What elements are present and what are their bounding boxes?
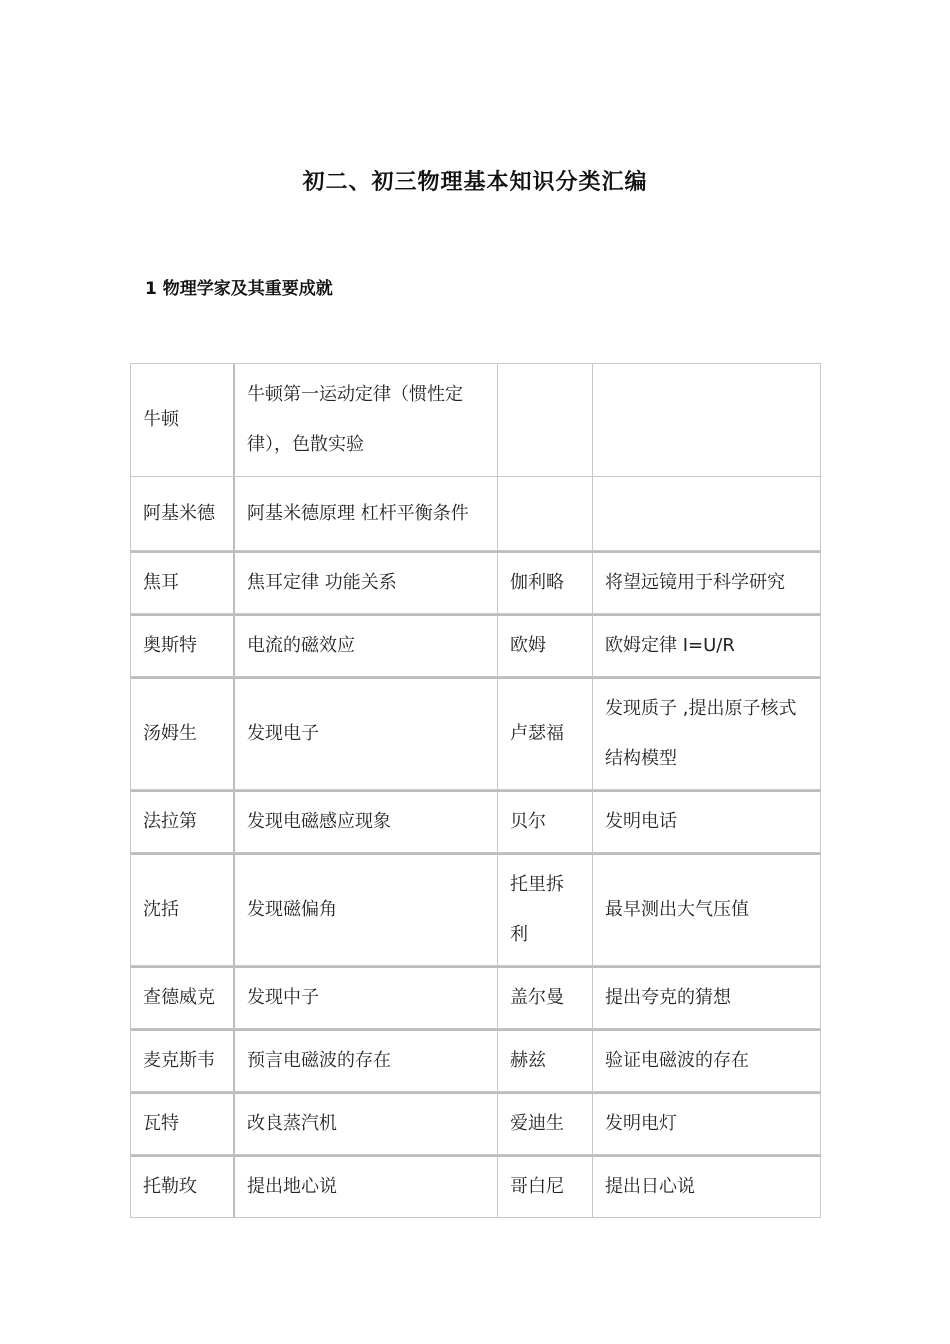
- physicists-table: [130, 363, 821, 1218]
- achievement-cell: 验证电磁波的存在: [593, 1031, 821, 1092]
- scientist-name-cell: [498, 477, 593, 551]
- achievement-cell: 发现电子: [235, 679, 498, 790]
- achievement-cell: 发明电话: [593, 792, 821, 853]
- achievement-cell: 电流的磁效应: [235, 616, 498, 677]
- achievement-cell: 发现电磁感应现象: [235, 792, 498, 853]
- scientist-name-cell: 伽利略: [498, 553, 593, 614]
- scientist-name-cell: 贝尔: [498, 792, 593, 853]
- achievement-cell: 提出地心说: [235, 1157, 498, 1218]
- scientist-name-cell: 赫兹: [498, 1031, 593, 1092]
- achievement-cell: 欧姆定律 I=U/R: [593, 616, 821, 677]
- scientist-name-cell: 托里拆利: [498, 855, 593, 966]
- achievement-cell: 提出日心说: [593, 1157, 821, 1218]
- table-row: [131, 477, 821, 551]
- table-row: [131, 364, 821, 477]
- scientist-name-cell: 瓦特: [131, 1094, 235, 1155]
- scientist-name-cell: 牛顿: [131, 364, 235, 477]
- achievement-cell: 最早测出大气压值: [593, 855, 821, 966]
- section-heading: 1 物理学家及其重要成就: [145, 279, 333, 299]
- achievement-cell: 提出夸克的猜想: [593, 968, 821, 1029]
- achievement-cell: 预言电磁波的存在: [235, 1031, 498, 1092]
- achievement-cell: 发明电灯: [593, 1094, 821, 1155]
- scientist-name-cell: 盖尔曼: [498, 968, 593, 1029]
- table-row: [131, 1092, 821, 1155]
- table-row: [131, 677, 821, 790]
- achievement-cell: [593, 364, 821, 477]
- table-row: [131, 614, 821, 677]
- scientist-name-cell: 卢瑟福: [498, 679, 593, 790]
- table-row: [131, 853, 821, 966]
- table-row: [131, 1029, 821, 1092]
- scientist-name-cell: 托勒玫: [131, 1157, 235, 1218]
- achievement-cell: 发现中子: [235, 968, 498, 1029]
- scientist-name-cell: 汤姆生: [131, 679, 235, 790]
- scientist-name-cell: 欧姆: [498, 616, 593, 677]
- scientist-name-cell: 麦克斯韦: [131, 1031, 235, 1092]
- scientist-name-cell: 爱迪生: [498, 1094, 593, 1155]
- scientist-name-cell: 奥斯特: [131, 616, 235, 677]
- scientist-name-cell: 焦耳: [131, 553, 235, 614]
- table-row: [131, 551, 821, 614]
- table-row: [131, 1155, 821, 1218]
- achievement-cell: 阿基米德原理 杠杆平衡条件: [235, 477, 498, 551]
- table-row: [131, 790, 821, 853]
- achievement-cell: 发现磁偏角: [235, 855, 498, 966]
- achievement-cell: 将望远镜用于科学研究: [593, 553, 821, 614]
- achievement-cell: 改良蒸汽机: [235, 1094, 498, 1155]
- scientist-name-cell: 沈括: [131, 855, 235, 966]
- scientist-name-cell: 哥白尼: [498, 1157, 593, 1218]
- table-row: [131, 966, 821, 1029]
- scientist-name-cell: 阿基米德: [131, 477, 235, 551]
- achievement-cell: 焦耳定律 功能关系: [235, 553, 498, 614]
- scientist-name-cell: [498, 364, 593, 477]
- scientist-name-cell: 法拉第: [131, 792, 235, 853]
- achievement-cell: 发现质子 ,提出原子核式结构模型: [593, 679, 821, 790]
- achievement-cell: 牛顿第一运动定律（惯性定律），色散实验: [235, 364, 498, 477]
- scientist-name-cell: 查德威克: [131, 968, 235, 1029]
- document-title: 初二、初三物理基本知识分类汇编: [302, 170, 648, 195]
- achievement-cell: [593, 477, 821, 551]
